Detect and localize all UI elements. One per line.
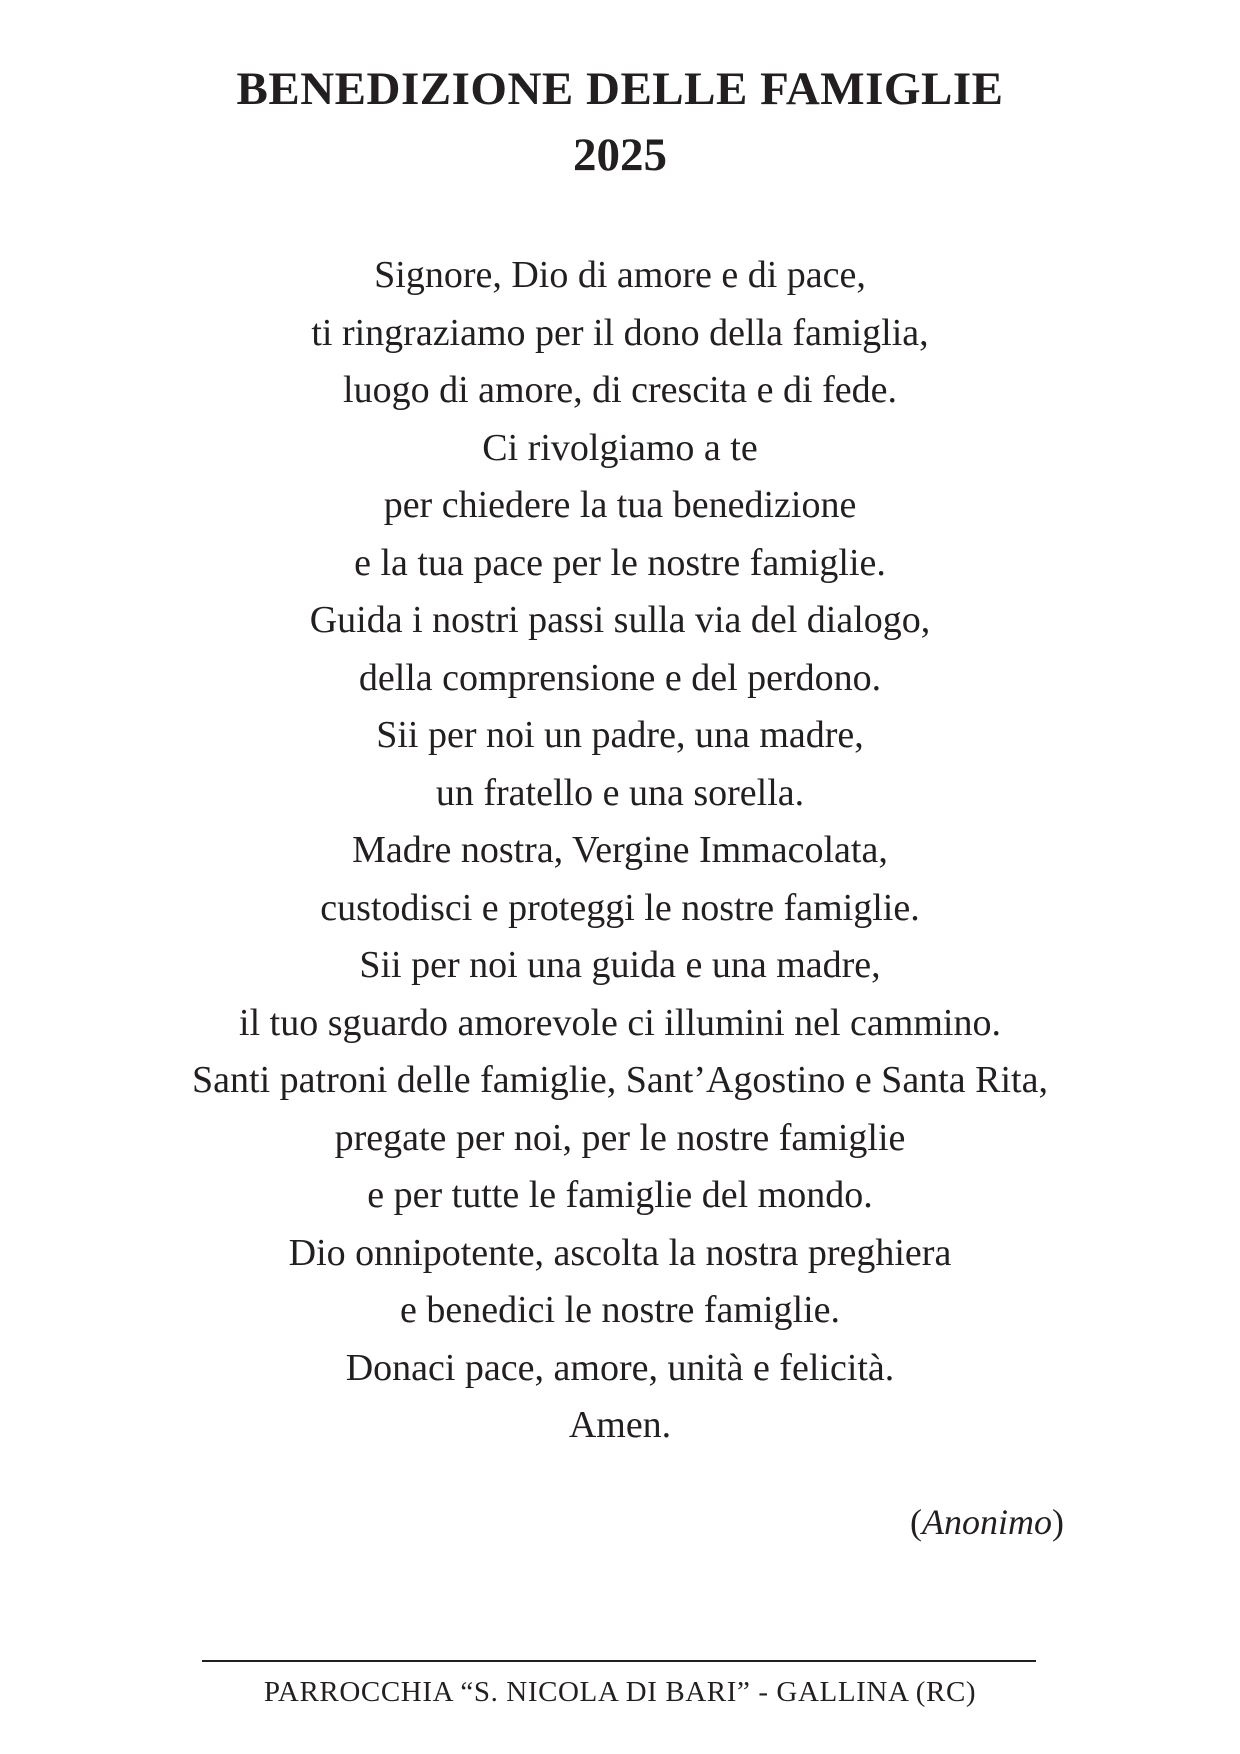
prayer-line: Madre nostra, Vergine Immacolata, bbox=[352, 829, 888, 871]
prayer-line: Guida i nostri passi sulla via del dialogo, bbox=[309, 599, 931, 641]
attribution-author: Anonimo bbox=[922, 1502, 1052, 1542]
header bbox=[0, 56, 1240, 188]
prayer-line: custodisci e proteggi le nostre famiglie. bbox=[320, 886, 920, 929]
prayer-line: Donaci pace, amore, unità e felicità. bbox=[345, 1346, 895, 1389]
prayer-line: ti ringraziamo per il dono della famiglia, bbox=[311, 311, 929, 354]
prayer-text bbox=[0, 247, 1240, 1455]
prayer-line: della comprensione e del perdono. bbox=[358, 656, 882, 699]
prayer-line: e benedici le nostre famiglie. bbox=[400, 1289, 840, 1331]
attribution-close-paren: ) bbox=[1052, 1502, 1064, 1542]
prayer-line: e per tutte le famiglie del mondo. bbox=[367, 1174, 873, 1216]
page-title: BENEDIZIONE DELLE FAMIGLIE bbox=[236, 63, 1004, 115]
footer-parish: PARROCCHIA “S. NICOLA DI BARI” - GALLINA (RC) bbox=[263, 1676, 977, 1708]
prayer-line: Amen. bbox=[568, 1404, 672, 1446]
prayer-line: Signore, Dio di amore e di pace, bbox=[374, 254, 866, 296]
prayer-line: Dio onnipotente, ascolta la nostra preghiera bbox=[288, 1231, 952, 1274]
prayer-line: per chiedere la tua benedizione bbox=[383, 484, 857, 526]
prayer-line: il tuo sguardo amorevole ci illumini nel cammino. bbox=[239, 1001, 1001, 1044]
prayer-line: Sii per noi un padre, una madre, bbox=[376, 714, 864, 756]
prayer-line: Sii per noi una guida e una madre, bbox=[359, 944, 881, 986]
prayer-line: e la tua pace per le nostre famiglie. bbox=[354, 541, 886, 584]
footer-divider bbox=[202, 1660, 1036, 1662]
prayer-line: Santi patroni delle famiglie, Sant’Agostino e Santa Rita, bbox=[192, 1059, 1048, 1101]
page-year: 2025 bbox=[573, 129, 667, 181]
prayer-line: luogo di amore, di crescita e di fede. bbox=[343, 369, 897, 411]
prayer-line: Ci rivolgiamo a te bbox=[482, 426, 758, 469]
prayer-line: pregate per noi, per le nostre famiglie bbox=[334, 1116, 906, 1159]
prayer-line: un fratello e una sorella. bbox=[435, 771, 805, 814]
attribution-open-paren: ( bbox=[910, 1502, 922, 1542]
attribution bbox=[910, 1498, 1064, 1546]
